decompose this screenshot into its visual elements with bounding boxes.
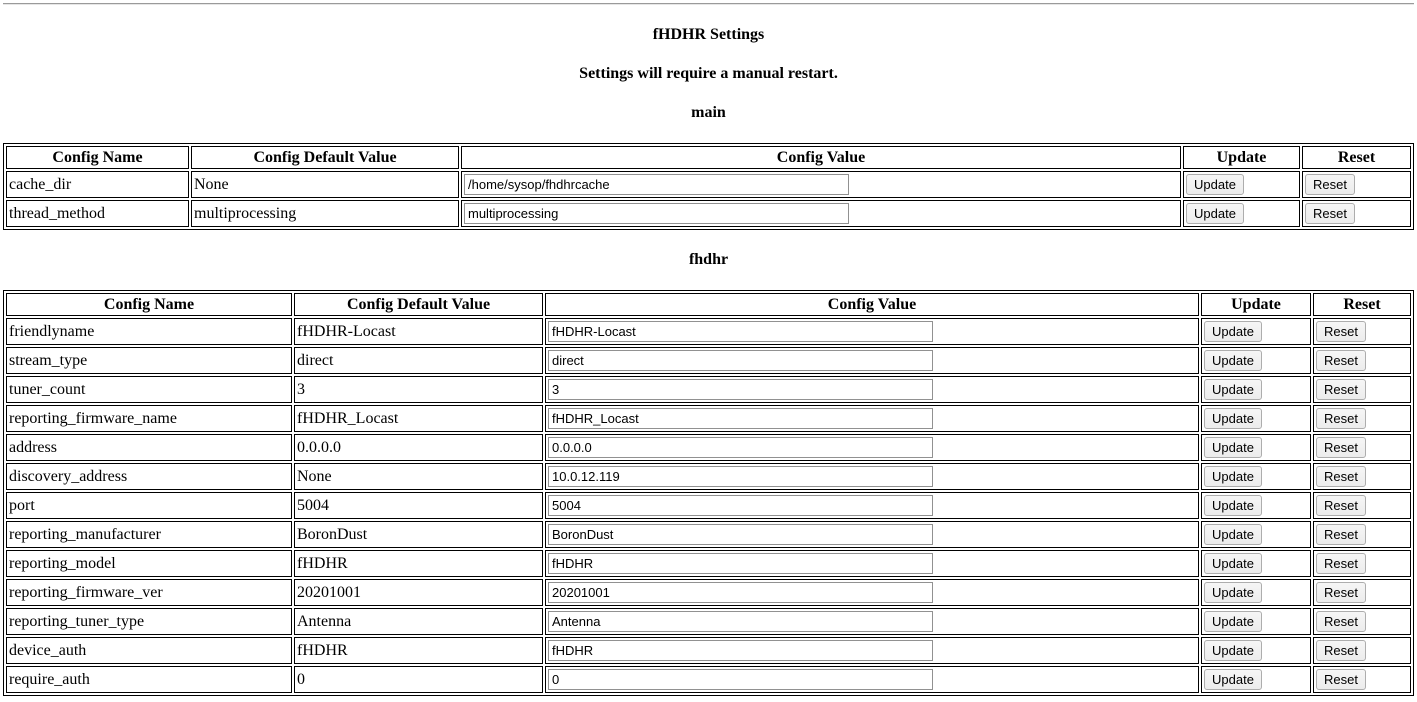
reset-button[interactable]: Reset xyxy=(1316,524,1366,545)
reset-cell xyxy=(1302,200,1411,227)
reset-button[interactable]: Reset xyxy=(1305,203,1355,224)
config-value-cell xyxy=(545,608,1199,635)
table-row xyxy=(6,550,1411,577)
column-header-update: Update xyxy=(1183,146,1300,169)
table-row xyxy=(6,376,1411,403)
config-value-input[interactable] xyxy=(548,553,933,574)
config-value-input[interactable] xyxy=(548,669,933,690)
config-value-cell xyxy=(545,405,1199,432)
update-cell xyxy=(1201,608,1311,635)
reset-cell xyxy=(1313,405,1411,432)
update-cell xyxy=(1201,521,1311,548)
config-value-cell xyxy=(545,637,1199,664)
update-button[interactable]: Update xyxy=(1204,582,1262,603)
update-button[interactable]: Update xyxy=(1204,321,1262,342)
update-button[interactable]: Update xyxy=(1186,174,1244,195)
table-header-row xyxy=(6,146,1411,169)
section-heading-main: main xyxy=(691,104,726,121)
top-divider xyxy=(3,3,1414,5)
update-button[interactable]: Update xyxy=(1186,203,1244,224)
table-row xyxy=(6,347,1411,374)
update-cell xyxy=(1201,405,1311,432)
config-default-cell: 0.0.0.0 xyxy=(294,434,543,461)
config-value-cell xyxy=(545,666,1199,693)
column-header-config-value: Config Value xyxy=(545,293,1199,316)
update-button[interactable]: Update xyxy=(1204,466,1262,487)
reset-cell xyxy=(1313,492,1411,519)
config-value-cell xyxy=(545,492,1199,519)
config-default-cell: direct xyxy=(294,347,543,374)
column-header-config-value: Config Value xyxy=(461,146,1181,169)
config-value-input[interactable] xyxy=(548,466,933,487)
config-default-cell: fHDHR-Locast xyxy=(294,318,543,345)
config-name-cell: thread_method xyxy=(6,200,189,227)
reset-cell xyxy=(1313,463,1411,490)
reset-button[interactable]: Reset xyxy=(1316,350,1366,371)
config-value-cell xyxy=(545,463,1199,490)
reset-button[interactable]: Reset xyxy=(1316,437,1366,458)
update-cell xyxy=(1201,579,1311,606)
update-button[interactable]: Update xyxy=(1204,350,1262,371)
config-name-cell: stream_type xyxy=(6,347,292,374)
config-default-cell: None xyxy=(294,463,543,490)
config-name-cell: reporting_tuner_type xyxy=(6,608,292,635)
update-button[interactable]: Update xyxy=(1204,379,1262,400)
config-value-input[interactable] xyxy=(548,379,933,400)
reset-cell xyxy=(1313,318,1411,345)
reset-cell xyxy=(1313,550,1411,577)
column-header-config-name: Config Name xyxy=(6,293,292,316)
config-value-input[interactable] xyxy=(548,524,933,545)
config-default-cell: multiprocessing xyxy=(191,200,459,227)
config-value-input[interactable] xyxy=(548,321,933,342)
reset-cell xyxy=(1302,171,1411,198)
column-header-update: Update xyxy=(1201,293,1311,316)
table-header-row xyxy=(6,293,1411,316)
config-value-input[interactable] xyxy=(548,495,933,516)
table-row xyxy=(6,492,1411,519)
column-header-reset: Reset xyxy=(1302,146,1411,169)
reset-button[interactable]: Reset xyxy=(1316,582,1366,603)
config-default-cell: fHDHR xyxy=(294,637,543,664)
config-name-cell: discovery_address xyxy=(6,463,292,490)
reset-cell xyxy=(1313,376,1411,403)
update-cell xyxy=(1201,318,1311,345)
config-name-cell: cache_dir xyxy=(6,171,189,198)
table-row xyxy=(6,637,1411,664)
config-name-cell: reporting_firmware_ver xyxy=(6,579,292,606)
reset-cell xyxy=(1313,434,1411,461)
column-header-config-name: Config Name xyxy=(6,146,189,169)
config-value-cell xyxy=(545,521,1199,548)
config-value-input[interactable] xyxy=(548,437,933,458)
table-row xyxy=(6,171,1411,198)
reset-cell xyxy=(1313,347,1411,374)
update-button[interactable]: Update xyxy=(1204,611,1262,632)
reset-button[interactable]: Reset xyxy=(1316,495,1366,516)
config-default-cell: BoronDust xyxy=(294,521,543,548)
reset-cell xyxy=(1313,521,1411,548)
update-cell xyxy=(1201,492,1311,519)
table-row xyxy=(6,608,1411,635)
config-value-cell xyxy=(545,579,1199,606)
reset-button[interactable]: Reset xyxy=(1305,174,1355,195)
table-row xyxy=(6,521,1411,548)
config-value-cell xyxy=(461,171,1181,198)
column-header-reset: Reset xyxy=(1313,293,1411,316)
reset-cell xyxy=(1313,666,1411,693)
table-row xyxy=(6,200,1411,227)
update-cell xyxy=(1183,171,1300,198)
config-value-input[interactable] xyxy=(464,203,849,224)
config-name-cell: reporting_model xyxy=(6,550,292,577)
update-button[interactable]: Update xyxy=(1204,524,1262,545)
update-button[interactable]: Update xyxy=(1204,408,1262,429)
update-cell xyxy=(1201,637,1311,664)
update-cell xyxy=(1201,550,1311,577)
config-value-input[interactable] xyxy=(464,174,849,195)
reset-button[interactable]: Reset xyxy=(1316,669,1366,690)
page-subtitle: Settings will require a manual restart. xyxy=(579,65,838,82)
config-default-cell: 5004 xyxy=(294,492,543,519)
table-row xyxy=(6,434,1411,461)
reset-cell xyxy=(1313,608,1411,635)
config-table-fhdhr xyxy=(3,290,1414,696)
column-header-config-default-value: Config Default Value xyxy=(191,146,459,169)
reset-button[interactable]: Reset xyxy=(1316,379,1366,400)
config-default-cell: fHDHR xyxy=(294,550,543,577)
config-default-cell: None xyxy=(191,171,459,198)
column-header-config-default-value: Config Default Value xyxy=(294,293,543,316)
table-row xyxy=(6,463,1411,490)
config-default-cell: 0 xyxy=(294,666,543,693)
reset-button[interactable]: Reset xyxy=(1316,553,1366,574)
config-default-cell: Antenna xyxy=(294,608,543,635)
config-default-cell: fHDHR_Locast xyxy=(294,405,543,432)
update-cell xyxy=(1201,463,1311,490)
reset-button[interactable]: Reset xyxy=(1316,640,1366,661)
config-default-cell: 20201001 xyxy=(294,579,543,606)
config-value-cell xyxy=(545,550,1199,577)
config-value-cell xyxy=(545,376,1199,403)
update-cell xyxy=(1201,434,1311,461)
update-button[interactable]: Update xyxy=(1204,640,1262,661)
config-value-input[interactable] xyxy=(548,408,933,429)
config-name-cell: require_auth xyxy=(6,666,292,693)
update-button[interactable]: Update xyxy=(1204,669,1262,690)
config-name-cell: address xyxy=(6,434,292,461)
update-cell xyxy=(1201,666,1311,693)
table-row xyxy=(6,405,1411,432)
reset-button[interactable]: Reset xyxy=(1316,321,1366,342)
config-value-input[interactable] xyxy=(548,640,933,661)
update-button[interactable]: Update xyxy=(1204,437,1262,458)
table-row xyxy=(6,666,1411,693)
config-name-cell: reporting_firmware_name xyxy=(6,405,292,432)
config-table-main xyxy=(3,143,1414,230)
reset-button[interactable]: Reset xyxy=(1316,466,1366,487)
table-row xyxy=(6,318,1411,345)
section-heading-fhdhr: fhdhr xyxy=(688,251,729,268)
reset-cell xyxy=(1313,637,1411,664)
reset-button[interactable]: Reset xyxy=(1316,611,1366,632)
config-name-cell: reporting_manufacturer xyxy=(6,521,292,548)
config-value-cell xyxy=(461,200,1181,227)
update-cell xyxy=(1201,376,1311,403)
update-cell xyxy=(1201,347,1311,374)
config-name-cell: tuner_count xyxy=(6,376,292,403)
config-name-cell: friendlyname xyxy=(6,318,292,345)
page-title: fHDHR Settings xyxy=(652,26,765,43)
update-cell xyxy=(1183,200,1300,227)
config-value-input[interactable] xyxy=(548,350,933,371)
config-name-cell: device_auth xyxy=(6,637,292,664)
update-button[interactable]: Update xyxy=(1204,553,1262,574)
config-default-cell: 3 xyxy=(294,376,543,403)
config-value-cell xyxy=(545,434,1199,461)
update-button[interactable]: Update xyxy=(1204,495,1262,516)
config-value-cell xyxy=(545,347,1199,374)
reset-button[interactable]: Reset xyxy=(1316,408,1366,429)
config-name-cell: port xyxy=(6,492,292,519)
config-value-cell xyxy=(545,318,1199,345)
table-row xyxy=(6,579,1411,606)
config-value-input[interactable] xyxy=(548,582,933,603)
config-value-input[interactable] xyxy=(548,611,933,632)
reset-cell xyxy=(1313,579,1411,606)
